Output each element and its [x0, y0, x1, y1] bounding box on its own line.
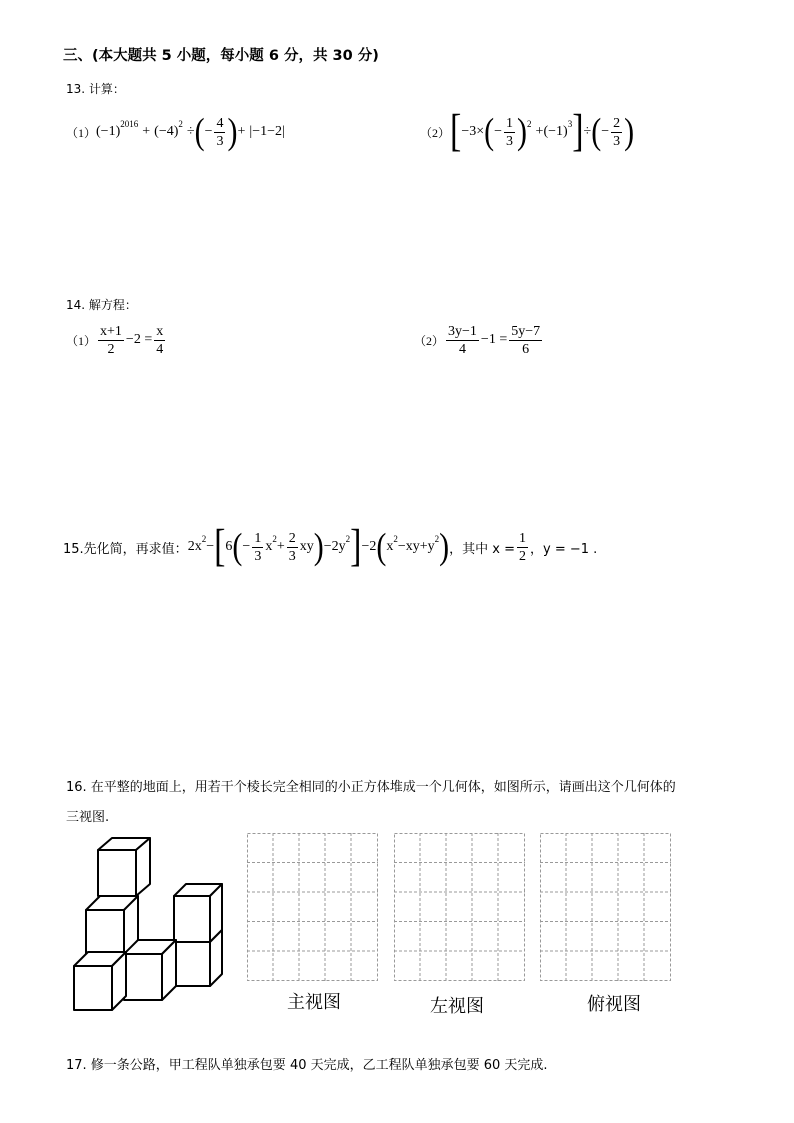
- q13-p2-a: −3×: [461, 124, 485, 139]
- q15-inner2: −xy+y: [397, 539, 435, 554]
- q15-e4: 2: [393, 534, 398, 544]
- q15-prefix: 15.先化简，再求值：: [63, 541, 188, 557]
- q13-label: 13. 计算：: [66, 82, 125, 96]
- q15-xden: 2: [519, 548, 527, 564]
- q13-part1-num: （1）: [66, 125, 97, 140]
- q15-f2num: 2: [288, 530, 296, 546]
- q14-p1-mid: −2 =: [125, 332, 153, 347]
- q13-p2-div: ÷: [583, 124, 592, 139]
- q13-p2-neg: −: [494, 124, 503, 139]
- q13-p1-base1: (−1): [96, 124, 121, 139]
- q13-p2-f2den: 3: [613, 133, 621, 149]
- q13-p2-rbracket: ]: [572, 106, 584, 157]
- q17-line1: 17. 修一条公路，甲工程队单独承包要 40 天完成，乙工程队单独承包要 60 天完成.: [66, 1058, 548, 1073]
- q14-p1-fraction: [98, 324, 124, 357]
- q14-p1-fden: 2: [107, 341, 115, 357]
- q14-p2-rnum: 5y−7: [511, 323, 541, 339]
- q14-p2-mid: −1 =: [480, 332, 508, 347]
- cube-front-face: [86, 910, 124, 956]
- q15-inner: x: [386, 539, 394, 554]
- section-heading: 三、(本大题共 5 小题，每小题 6 分，共 30 分): [63, 48, 379, 64]
- q15-expression: [63, 521, 598, 572]
- cube-front-face: [124, 954, 162, 1000]
- q13-p1-base2: (−4): [154, 124, 179, 139]
- q15-x2-exp: 2: [272, 534, 277, 544]
- q14-p1-rden: 4: [156, 341, 164, 357]
- q15-lbracket: [: [214, 521, 226, 572]
- q15-xy: xy: [299, 539, 314, 554]
- front-view-label: 主视图: [287, 992, 341, 1013]
- q15-x2: x: [265, 539, 273, 554]
- q15-frac1: [252, 531, 263, 564]
- q14-part2: [414, 320, 544, 360]
- q13-p1-lparen: (: [194, 110, 205, 152]
- q13-p1-neg: −: [204, 124, 213, 139]
- q15-yval: ，y = −1 .: [530, 541, 598, 557]
- cube-front-face: [74, 966, 112, 1010]
- q14-part1-num: （1）: [66, 333, 97, 348]
- q15-six: 6: [225, 539, 233, 554]
- q15-t1: 2x: [187, 539, 202, 554]
- q13-p2-fraction: [504, 116, 515, 149]
- q15-neg: −: [242, 539, 251, 554]
- q13-p2-fraction2: [611, 116, 622, 149]
- q14-part1: [66, 320, 167, 360]
- q15-f1den: 3: [254, 548, 262, 564]
- q13-part2: [420, 106, 635, 157]
- q16-line2: 三视图.: [66, 810, 110, 825]
- q15-f2den: 3: [288, 548, 296, 564]
- q13-p1-exp2: 2: [178, 119, 183, 129]
- q13-p1-fden: 3: [216, 133, 224, 149]
- q14-part2-num: （2）: [414, 333, 445, 348]
- q14-p2-fraction: [446, 324, 479, 357]
- q13-p1-fnum: 4: [216, 115, 224, 131]
- q13-p2-plus: +: [535, 124, 544, 139]
- q14-p2-fnum: 3y−1: [448, 323, 477, 339]
- q13-p2-lparen: (: [484, 110, 495, 152]
- q15-frac2: [287, 531, 298, 564]
- q13-p1-exp1: 2016: [120, 119, 139, 129]
- q15-m2: −2y: [323, 539, 346, 554]
- q13-p2-exp3: 3: [567, 119, 573, 129]
- q15-lparen: (: [232, 525, 243, 567]
- q14-p2-fden: 4: [458, 341, 466, 357]
- cube-front-face: [174, 942, 210, 986]
- q13-p2-f2num: 2: [613, 115, 621, 131]
- cube-stack-figure: [66, 834, 246, 1016]
- q15-xfrac: [517, 531, 528, 564]
- q15-rparen: ): [313, 525, 324, 567]
- q13-p2-fnum: 1: [506, 115, 514, 131]
- q13-p1-plus2: +: [237, 124, 246, 139]
- q13-p2-rparen: ): [517, 110, 528, 152]
- q13-p2-lparen2: (: [591, 110, 602, 152]
- top-view-grid[interactable]: [540, 833, 671, 981]
- q15-f1num: 1: [254, 530, 262, 546]
- q13-p1-plus1: +: [142, 124, 151, 139]
- cube-front-face: [174, 896, 210, 942]
- q14-p1-rnum: x: [156, 323, 164, 339]
- q15-m1: −: [206, 539, 215, 554]
- q13-p2-b: (−1): [543, 124, 568, 139]
- q14-p1-fnum: x+1: [100, 323, 122, 339]
- q15-plus: +: [276, 539, 285, 554]
- q16-line1: 16. 在平整的地面上，用若干个棱长完全相同的小正方体堆成一个几何体，如图所示，请画出这个几何体的: [66, 780, 676, 795]
- left-view-label: 左视图: [430, 996, 484, 1017]
- q15-lparen2: (: [376, 525, 387, 567]
- q15-where: ，其中 x =: [449, 541, 516, 557]
- q14-p2-rden: 6: [522, 341, 530, 357]
- q13-p1-rparen: ): [227, 110, 238, 152]
- q13-p2-fden: 3: [506, 133, 514, 149]
- q13-p2-lbracket: [: [450, 106, 462, 157]
- q15-e5: 2: [434, 534, 440, 544]
- q14-p1-rfraction: [154, 324, 165, 357]
- q14-p2-rfraction: [509, 324, 542, 357]
- q15-m3: −2: [361, 539, 377, 554]
- q15-xnum: 1: [519, 530, 527, 546]
- q15-e2: 2: [201, 534, 207, 544]
- q13-p1-fraction: [214, 116, 225, 149]
- top-view-label: 俯视图: [587, 994, 641, 1015]
- q13-p1-div: ÷: [186, 124, 195, 139]
- front-view-grid[interactable]: [247, 833, 378, 981]
- cube-front-face: [98, 850, 136, 896]
- q13-part2-num: （2）: [420, 125, 451, 140]
- q13-part1: [66, 110, 285, 152]
- q14-label: 14. 解方程：: [66, 298, 137, 312]
- q15-rparen2: ): [439, 525, 450, 567]
- q13-p1-abs: |−1−2|: [249, 124, 285, 139]
- left-view-grid[interactable]: [394, 833, 525, 981]
- q13-p2-exp: 2: [527, 119, 532, 129]
- q15-rbracket: ]: [350, 521, 362, 572]
- q15-e3: 2: [345, 534, 351, 544]
- q13-p2-neg2: −: [601, 124, 610, 139]
- q13-p2-rparen2: ): [624, 110, 635, 152]
